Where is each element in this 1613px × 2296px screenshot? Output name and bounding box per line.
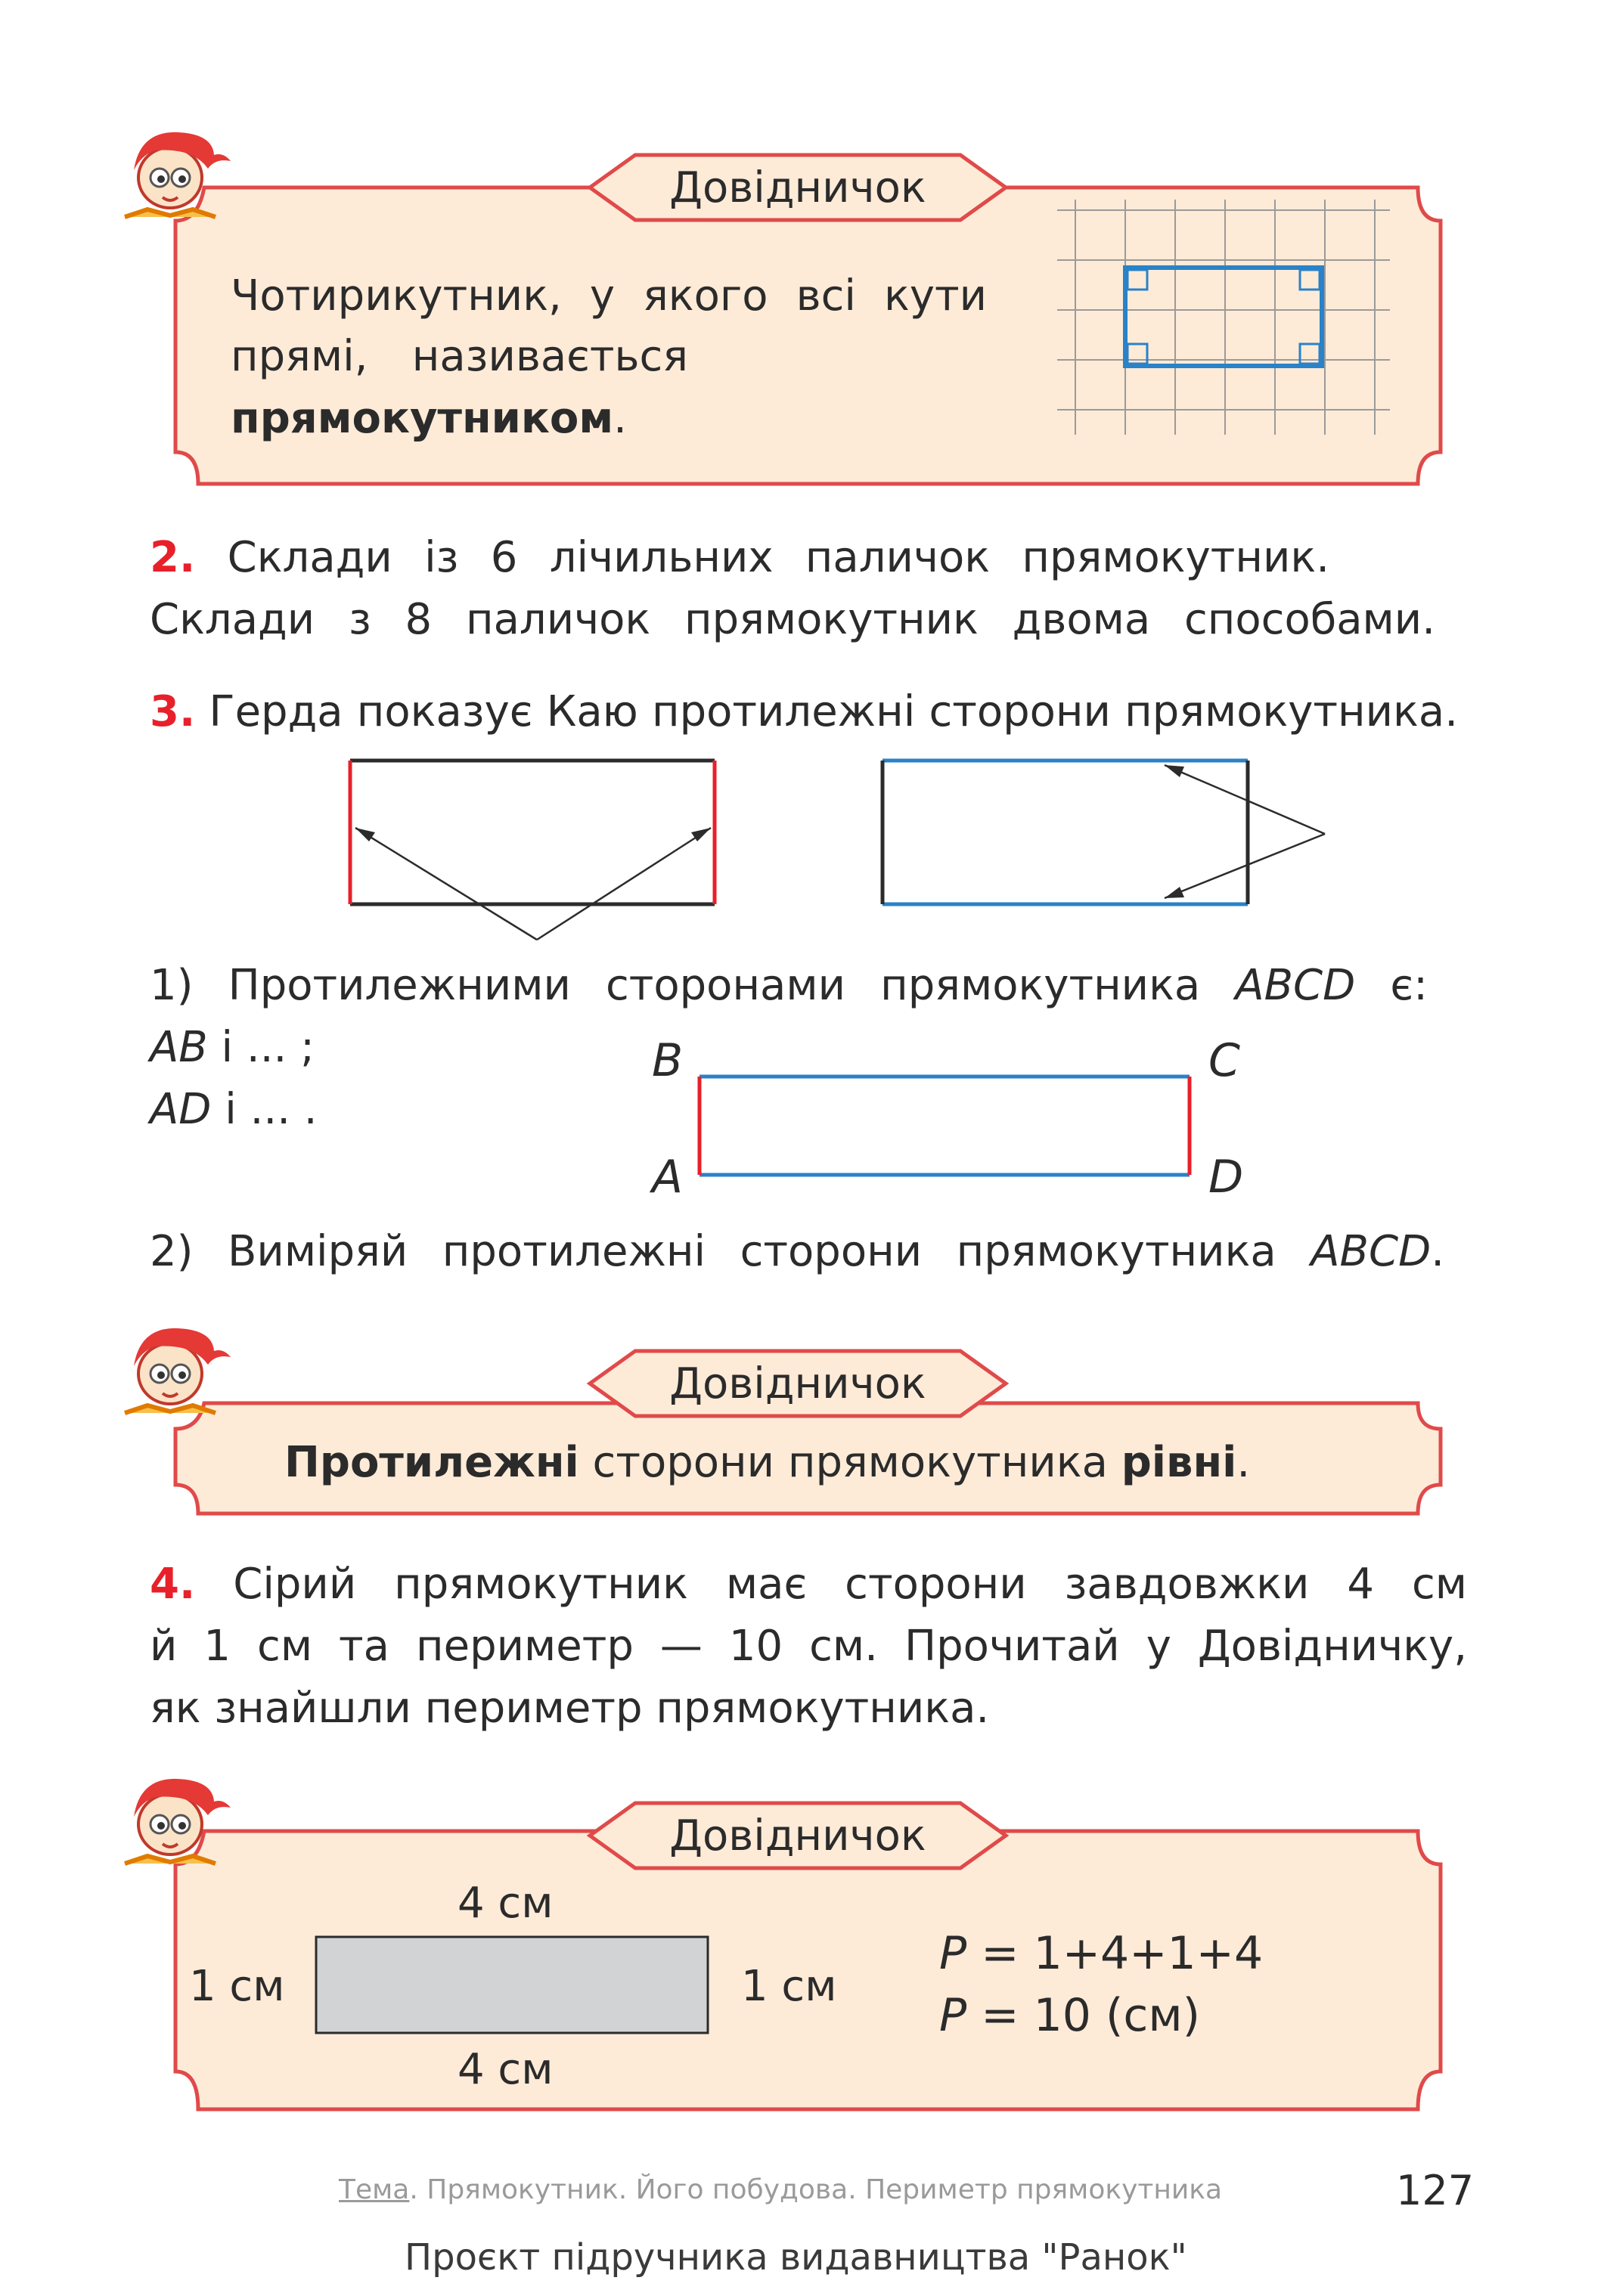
task3-ab-line [150,1016,315,1080]
ref2-mid: сторони прямокутника [579,1438,1121,1487]
task2-line1 [150,526,1329,590]
ad-rest: і ... . [211,1085,318,1134]
formula-p2: P [939,1989,967,2042]
formula-p1: P [939,1927,967,1980]
ref2-end: . [1236,1438,1251,1487]
rectangle-abcd [699,1077,1190,1175]
reference-title-2: Довідничок [669,1359,926,1408]
task3-line1 [150,680,1458,744]
ref2-bold1: Протилежні [284,1438,579,1487]
vertex-d: D [1208,1151,1244,1204]
formula2: = 10 (см) [966,1989,1201,2042]
reference-title-3: Довідничок [669,1811,926,1861]
task4-line2: й 1 см та периметр — 10 см. Прочитай у Довідничку, [150,1622,1467,1671]
task3-q2-prefix: 2) Виміряй протилежні сторони прямокутника [150,1227,1311,1276]
footer-topic [339,2174,1222,2205]
rectangle-red-opposite-sides [350,761,715,940]
label-right-1cm: 1 см [741,1962,837,2011]
ab-label: AB [150,1023,208,1072]
label-top-4cm: 4 см [458,1879,554,1928]
task2-line1-text: Склади із 6 лічильних паличок прямокутник. [227,533,1329,582]
reference-title: Довідничок [669,163,926,212]
task3-q1 [150,954,1428,1018]
task2-line2: Склади з 8 паличок прямокутник двома способами. [150,595,1435,644]
task4-line1-text: Сірий прямокутник має сторони завдовжки 4 см [233,1560,1467,1609]
ad-label: AD [150,1085,212,1134]
formula-line2 [939,1984,1200,2047]
ref1-line3 [231,387,627,451]
gray-rectangle [316,1937,708,2033]
task4-number: 4. [150,1560,196,1609]
rectangle-blue-opposite-sides [882,761,1325,904]
task4-line1 [150,1553,1467,1616]
task4-line3: як знайшли периметр прямокутника. [150,1684,990,1733]
task3-q1-abcd: ABCD [1235,961,1356,1010]
footer-topic-text: . Прямокутник. Його побудова. Периметр прямокутника [409,2174,1223,2205]
task2-number: 2. [150,533,196,582]
ref1-period: . [613,394,627,443]
ref2-text [284,1431,1250,1495]
ref1-term: прямокутником [231,394,614,443]
label-left-1cm: 1 см [189,1962,285,2011]
formula1: = 1+4+1+4 [966,1927,1264,1980]
vertex-c: C [1208,1034,1240,1087]
task3-number: 3. [150,687,196,736]
ref1-line1: Чотирикутник, у якого всі кути [231,271,987,321]
task3-ad-line [150,1078,318,1142]
label-bottom-4cm: 4 см [458,2045,554,2094]
task3-q2 [150,1220,1444,1284]
ab-rest: і ... ; [207,1023,315,1072]
task3-q2-abcd: ABCD [1311,1227,1432,1276]
task3-q1-suffix: є: [1355,961,1428,1010]
task3-q2-suffix: . [1431,1227,1444,1276]
vertex-b: B [652,1034,684,1087]
page-number: 127 [1396,2167,1475,2214]
formula-line1 [939,1922,1263,1985]
project-note: Проєкт підручника видавництва "Ранок" [405,2236,1187,2279]
task3-line1-text: Герда показує Каю протилежні сторони прямокутника. [209,687,1458,736]
vertex-a: A [652,1151,684,1204]
footer-topic-label: Тема [339,2174,410,2205]
ref2-bold2: рівні [1121,1438,1237,1487]
task3-q1-prefix: 1) Протилежними сторонами прямокутника [150,961,1236,1010]
ref1-line2: прямі, називається [231,332,688,381]
